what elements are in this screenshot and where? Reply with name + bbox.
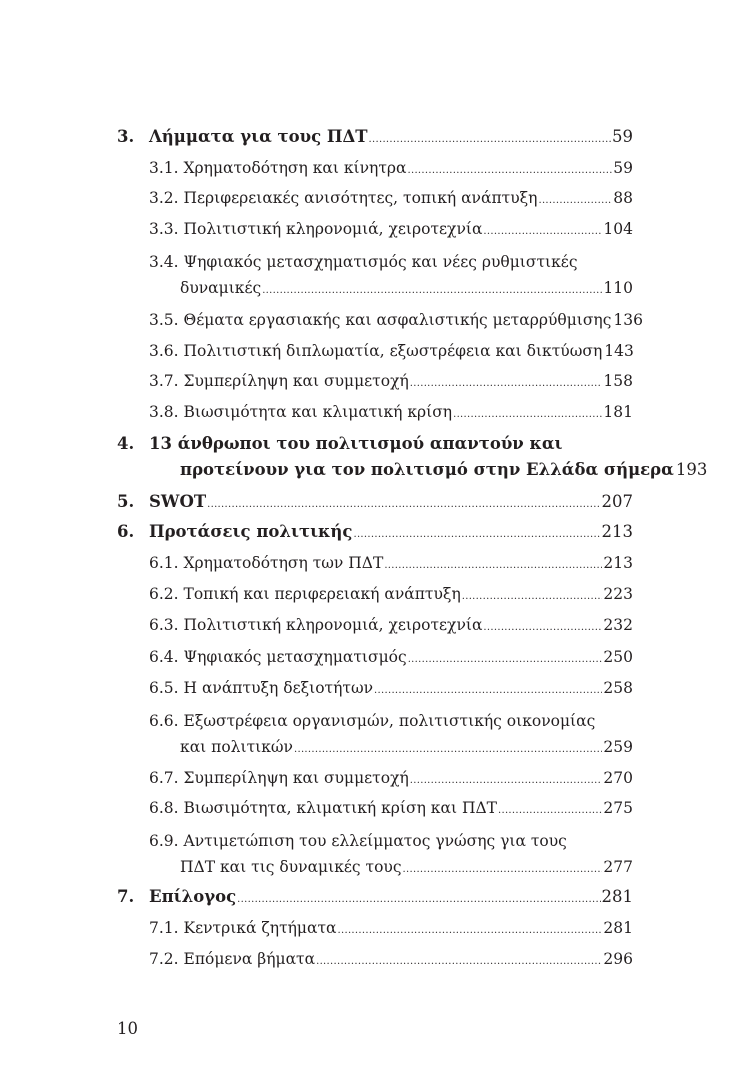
dot-leader xyxy=(237,889,600,911)
dot-leader xyxy=(374,680,602,702)
dot-leader xyxy=(316,951,602,973)
page-ref: 110 xyxy=(603,279,633,297)
toc-line xyxy=(149,370,633,392)
entry-title: 6.9. Αντιμετώπιση του ελλείμματος γνώσης για τους xyxy=(149,832,567,850)
page-ref: 193 xyxy=(675,460,708,479)
dot-leader xyxy=(294,739,602,761)
dot-leader xyxy=(338,920,603,942)
page-ref: 281 xyxy=(603,919,633,937)
dot-leader xyxy=(498,800,602,822)
toc-line xyxy=(149,583,633,605)
entry-title: δυναμικές xyxy=(180,279,262,297)
entry-title: 3.3. Πολιτιστική κληρονομιά, χειροτεχνία xyxy=(149,220,483,238)
entry-title: 3.6. Πολιτιστική διπλωματία, εξωστρέφεια και δικτύωση xyxy=(149,342,603,360)
dot-leader xyxy=(369,129,611,151)
dot-leader xyxy=(538,190,612,212)
toc-line xyxy=(149,126,633,148)
dot-leader xyxy=(410,373,603,395)
dot-leader xyxy=(262,280,602,302)
entry-title: και πολιτικών xyxy=(180,738,293,756)
entry-title: ΠΔΤ και τις δυναμικές τους xyxy=(180,858,402,876)
page-ref: 213 xyxy=(601,522,633,541)
entry-title: 3.4. Ψηφιακός μετασχηματισμός και νέες ρυθμιστικές xyxy=(149,253,578,271)
toc-line xyxy=(149,187,633,209)
page-ref: 59 xyxy=(613,159,633,177)
page-ref: 250 xyxy=(603,648,633,666)
entry-title: Προτάσεις πολιτικής xyxy=(149,522,353,541)
page-ref: 277 xyxy=(603,858,633,876)
toc-line xyxy=(149,309,643,331)
toc-line xyxy=(149,340,633,362)
entry-title: 3.2. Περιφερειακές ανισότητες, τοπική ανάπτυξη xyxy=(149,189,538,207)
chapter-number: 5. xyxy=(117,492,135,511)
toc-line xyxy=(149,767,633,789)
entry-title: Επίλογος xyxy=(149,887,237,906)
entry-title: 3.7. Συμπερίληψη και συμμετοχή xyxy=(149,372,409,390)
dot-leader xyxy=(462,586,603,608)
chapter-number: 7. xyxy=(117,887,135,906)
entry-title: 6.2. Τοπική και περιφερειακή ανάπτυξη xyxy=(149,585,461,603)
dot-leader xyxy=(384,555,602,577)
dot-leader xyxy=(410,770,603,792)
entry-title: 6.1. Χρηματοδότηση των ΠΔΤ xyxy=(149,554,384,572)
toc-line xyxy=(149,886,633,908)
entry-title: 6.7. Συμπερίληψη και συμμετοχή xyxy=(149,769,409,787)
page-ref: 181 xyxy=(603,403,633,421)
dot-leader xyxy=(483,221,602,243)
toc-line xyxy=(149,401,633,423)
toc-line xyxy=(149,797,633,819)
entry-title: 6.8. Βιωσιμότητα, κλιματική κρίση και ΠΔΤ xyxy=(149,799,497,817)
entry-title: 3.5. Θέματα εργασιακής και ασφαλιστικής μεταρρύθμισης xyxy=(149,311,612,329)
page-ref: 59 xyxy=(612,127,633,146)
page-ref: 232 xyxy=(603,616,633,634)
toc-line xyxy=(149,491,633,513)
chapter-number: 6. xyxy=(117,522,135,541)
toc-line xyxy=(149,614,633,636)
page-ref: 158 xyxy=(603,372,633,390)
page-ref: 270 xyxy=(603,769,633,787)
page-ref: 296 xyxy=(603,950,633,968)
entry-title: 6.6. Εξωστρέφεια οργανισμών, πολιτιστικής οικονομίας xyxy=(149,712,596,730)
toc-line xyxy=(180,459,708,481)
toc-line xyxy=(149,218,633,240)
toc-line xyxy=(149,646,633,668)
chapter-number: 3. xyxy=(117,127,135,146)
toc-line xyxy=(149,917,633,939)
entry-title: 3.8. Βιωσιμότητα και κλιματική κρίση xyxy=(149,403,453,421)
page-ref: 136 xyxy=(613,311,643,329)
entry-title: 13 άνθρωποι του πολιτισμού απαντούν και xyxy=(149,434,563,453)
dot-leader xyxy=(403,859,603,881)
page-ref: 275 xyxy=(603,799,633,817)
toc-line xyxy=(149,552,633,574)
page-ref: 207 xyxy=(601,492,633,511)
toc-line xyxy=(149,521,633,543)
page-ref: 88 xyxy=(613,189,633,207)
entry-title: 7.1. Κεντρικά ζητήματα xyxy=(149,919,337,937)
page-ref: 104 xyxy=(603,220,633,238)
page-ref: 281 xyxy=(601,887,633,906)
page-ref: 259 xyxy=(603,738,633,756)
chapter-number: 4. xyxy=(117,434,135,453)
page-ref: 213 xyxy=(603,554,633,572)
entry-title: 6.5. Η ανάπτυξη δεξιοτήτων xyxy=(149,679,374,697)
entry-title: προτείνουν για τον πολιτισμό στην Ελλάδα σήμερα xyxy=(180,460,674,479)
dot-leader xyxy=(408,160,613,182)
entry-title: SWOT xyxy=(149,492,207,511)
page-ref: 258 xyxy=(603,679,633,697)
toc-line xyxy=(180,736,633,758)
entry-title: 6.4. Ψηφιακός μετασχηματισμός xyxy=(149,648,407,666)
toc-line xyxy=(149,677,633,699)
toc-line xyxy=(180,856,633,878)
entry-title: 6.3. Πολιτιστική κληρονομιά, χειροτεχνία xyxy=(149,616,483,634)
dot-leader xyxy=(207,494,600,516)
dot-leader xyxy=(453,404,602,426)
dot-leader xyxy=(483,617,602,639)
entry-title: 3.1. Χρηματοδότηση και κίνητρα xyxy=(149,159,407,177)
dot-leader xyxy=(353,524,600,546)
dot-leader xyxy=(408,649,603,671)
toc-line xyxy=(149,948,633,970)
page-number: 10 xyxy=(117,1019,138,1038)
toc-line xyxy=(180,277,633,299)
page-ref: 143 xyxy=(604,342,634,360)
entry-title: Λήμματα για τους ΠΔΤ xyxy=(149,127,368,146)
entry-title: 7.2. Επόμενα βήματα xyxy=(149,950,316,968)
page-ref: 223 xyxy=(603,585,633,603)
toc-line xyxy=(149,157,633,179)
